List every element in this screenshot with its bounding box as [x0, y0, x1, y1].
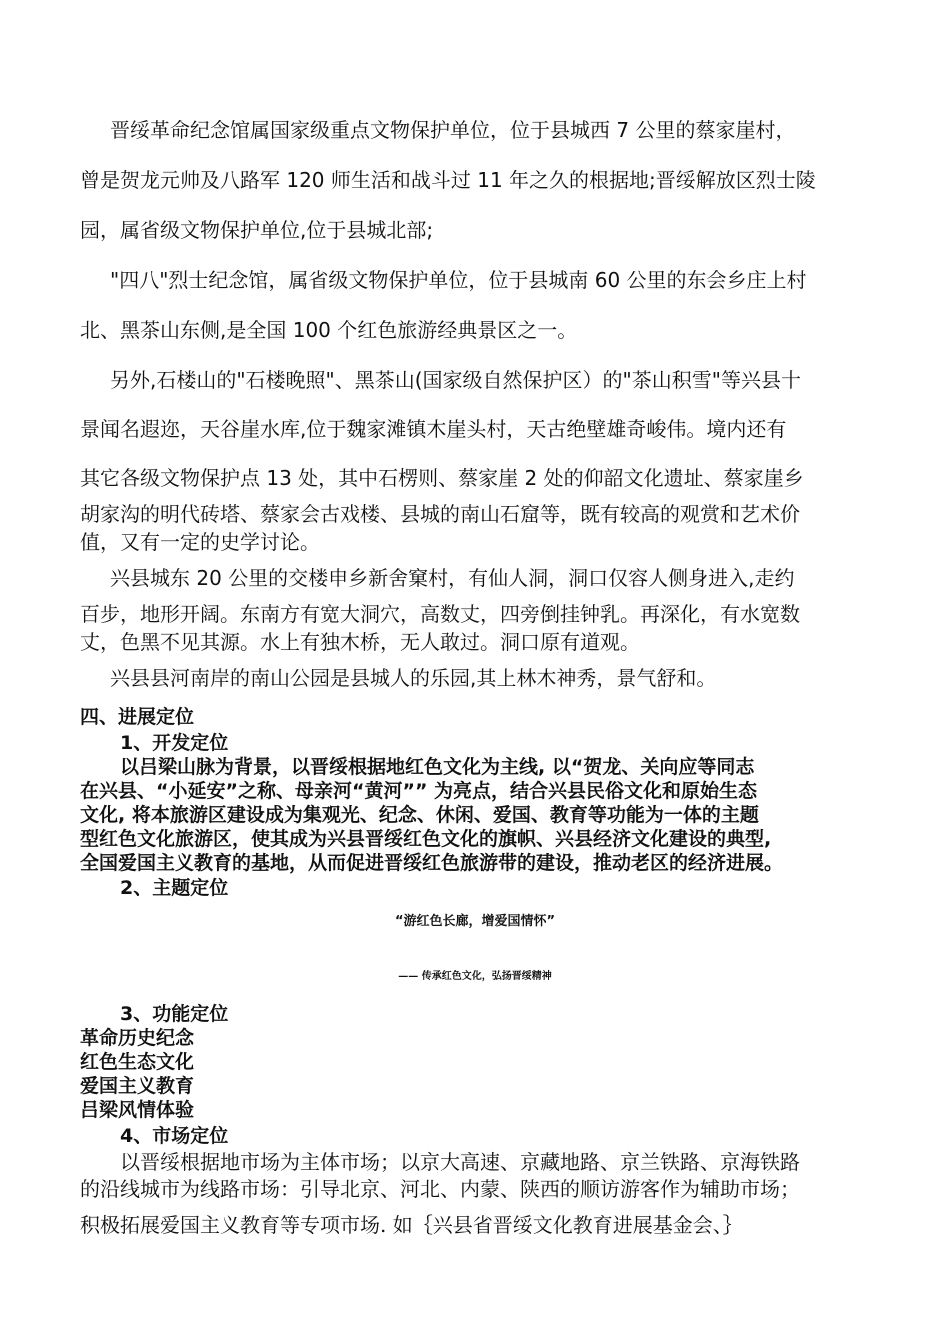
- paragraph-line: 景闻名遐迩，天谷崖水库,位于魏家滩镇木崖头村，天古绝壁雄奇峻伟。境内还有: [80, 417, 787, 441]
- theme-title: “游红色长廊，增爱国情怀”: [394, 914, 556, 929]
- paragraph-line: 的沿线城市为线路市场：引导北京、河北、内蒙、陕西的顺访游客作为辅助市场；: [80, 1177, 800, 1201]
- paragraph-line: 兴县县河南岸的南山公园是县城人的乐园,其上林木神秀，景气舒和。: [110, 666, 717, 690]
- paragraph-line: 兴县城东 20 公里的交楼申乡新舍窠村，有仙人洞，洞口仅容人侧身进入,走约: [110, 566, 795, 590]
- function-item: 爱国主义教育: [80, 1075, 195, 1097]
- subsection-heading: 4、市场定位: [120, 1125, 229, 1147]
- paragraph-line: 在兴县、“小延安”之称、母亲河“黄河”” 为亮点，结合兴县民俗文化和原始生态: [80, 780, 758, 802]
- paragraph-line: 型红色文化旅游区，使其成为兴县晋绥红色文化的旗帜、兴县经济文化建设的典型,: [80, 828, 772, 850]
- paragraph-line: 胡家沟的明代砖塔、蔡家会古戏楼、县城的南山石窟等，既有较高的观赏和艺术价: [80, 502, 800, 526]
- paragraph-line: 曾是贺龙元帅及八路军 120 师生活和战斗过 11 年之久的根据地;晋绥解放区烈士陵: [80, 168, 816, 192]
- subsection-heading: 3、功能定位: [120, 1003, 229, 1025]
- paragraph-line: 值，又有一定的史学讨论。: [80, 530, 320, 554]
- paragraph-line: 丈，色黑不见其源。水上有独木桥，无人敢过。洞口原有道观。: [80, 630, 640, 654]
- function-item: 吕梁风情体验: [80, 1099, 195, 1121]
- paragraph-line: 园，属省级文物保护单位,位于县城北部;: [80, 218, 434, 242]
- paragraph-line: 积极拓展爱国主义教育等专项市场. 如｛兴县省晋绥文化教育进展基金会、｝: [80, 1213, 743, 1237]
- paragraph-line: "四八"烈士纪念馆，属省级文物保护单位，位于县城南 60 公里的东会乡庄上村: [110, 268, 807, 292]
- subsection-heading: 2、主题定位: [120, 877, 229, 899]
- paragraph-line: 以吕梁山脉为背景，以晋绥根据地红色文化为主线, 以“贺龙、关向应等同志: [120, 756, 755, 778]
- paragraph-line: 百步，地形开阔。东南方有宽大洞穴，高数丈，四旁倒挂钟乳。再深化，有水宽数: [80, 602, 800, 626]
- paragraph-line: 晋绥革命纪念馆属国家级重点文物保护单位，位于县城西 7 公里的蔡家崖村，: [110, 118, 796, 142]
- function-item: 革命历史纪念: [80, 1027, 195, 1049]
- function-item: 红色生态文化: [80, 1051, 195, 1073]
- section-heading: 四、进展定位: [80, 706, 195, 728]
- paragraph-line: 以晋绥根据地市场为主体市场；以京大高速、京藏地路、京兰铁路、京海铁路: [120, 1150, 800, 1174]
- paragraph-line: 另外,石楼山的"石楼晚照"、黑茶山(国家级自然保护区）的"茶山积雪"等兴县十: [110, 368, 801, 392]
- paragraph-line: 北、黑茶山东侧,是全国 100 个红色旅游经典景区之一。: [80, 318, 578, 342]
- paragraph-line: 文化, 将本旅游区建设成为集观光、纪念、休闲、爱国、教育等功能为一体的主题: [80, 804, 759, 826]
- subsection-heading: 1、开发定位: [120, 732, 229, 754]
- paragraph-line: 全国爱国主义教育的基地，从而促进晋绥红色旅游带的建设，推动老区的经济进展。: [80, 852, 784, 874]
- paragraph-line: 其它各级文物保护点 13 处，其中石楞则、蔡家崖 2 处的仰韶文化遗址、蔡家崖乡: [80, 466, 804, 490]
- theme-subtitle: —— 传承红色文化，弘扬晋绥精神: [398, 971, 552, 982]
